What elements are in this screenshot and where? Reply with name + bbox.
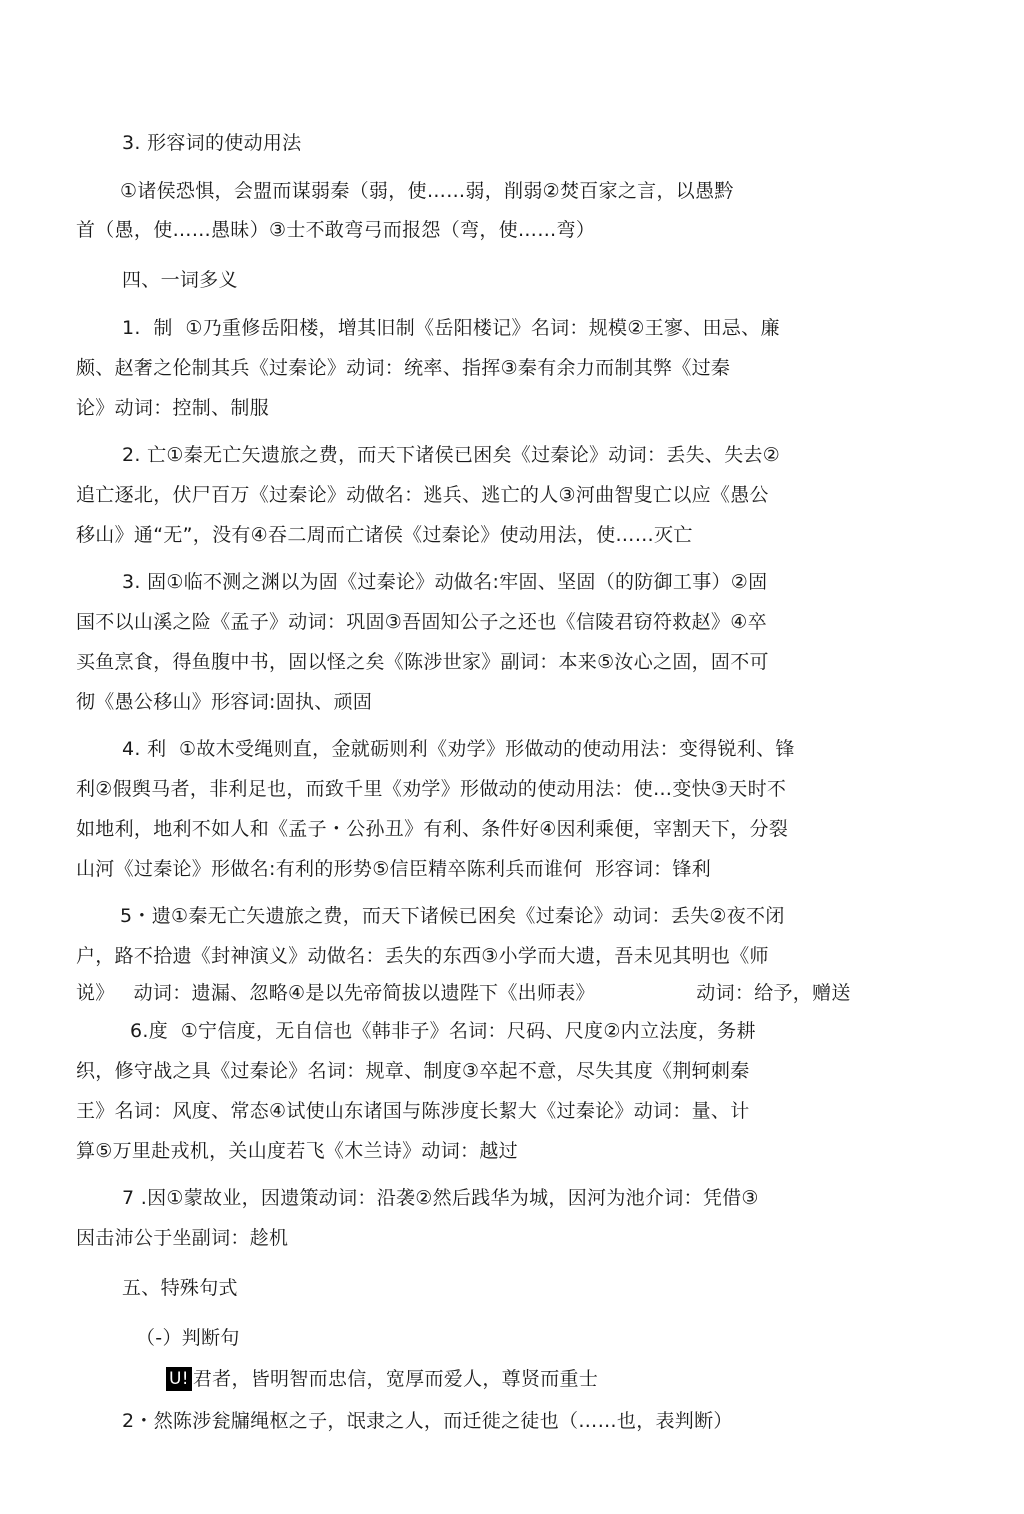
paragraph-line: 彻《愚公移山》形容词:固执、顽固 [76, 691, 373, 713]
paragraph-line: 颇、赵奢之伦制其兵《过秦论》动词：统率、指挥③秦有余力而制其弊《过秦 [76, 357, 731, 379]
paragraph-line: 移山》通“无”，没有④吞二周而亡诸侯《过秦论》使动用法，使……灭亡 [76, 524, 693, 546]
paragraph-line: 4. 利 ①故木受绳则直，金就砺则利《劝学》形做动的使动用法：变得锐利、锋 [122, 738, 795, 760]
paragraph-line: 3. 固①临不测之渊以为固《过秦论》动做名:牢固、坚固（的防御工事）②固 [122, 571, 768, 593]
paragraph-line: 山河《过秦论》形做名:有利的形势⑤信臣精卒陈利兵而谁何 形容词：锋利 [76, 858, 712, 880]
paragraph-line: 户，路不拾遗《封神演义》动做名：丢失的东西③小学而大遗，吾未见其明也《师 [76, 945, 769, 967]
paragraph-line: 织，修守战之具《过秦论》名词：规章、制度③卒起不意，尽失其度《荆轲刺秦 [76, 1060, 750, 1082]
paragraph-line: 7 .因①蒙故业，因遗策动词：沿袭②然后践华为城，因河为池介词：凭借③ [122, 1187, 759, 1209]
subheading-judgment-sentence: （-）判断句 [136, 1327, 240, 1349]
paragraph-line: 6.度 ①宁信度，无自信也《韩非子》名词：尺码、尺度②内立法度，务耕 [130, 1020, 756, 1042]
paragraph-line: 利②假舆马者，非利足也，而致千里《劝学》形做动的使动用法：使…变快③天时不 [76, 778, 787, 800]
paragraph-line: 1. 制 ①乃重修岳阳楼，增其旧制《岳阳楼记》名词：规模②王寥、田忌、廉 [122, 317, 780, 339]
paragraph-line: 算⑤万里赴戎机，关山度若飞《木兰诗》动词：越过 [76, 1140, 518, 1162]
paragraph-line: ①诸侯恐惧，会盟而谋弱秦（弱，使……弱，削弱②焚百家之言，以愚黔 [120, 180, 734, 202]
paragraph-line: 因击沛公于坐副词：趁机 [76, 1227, 289, 1249]
section-heading-special-sentences: 五、特殊句式 [122, 1277, 238, 1299]
paragraph-line: 2. 亡①秦无亡矢遗旅之费，而天下诸侯已困矣《过秦论》动词：丢失、失去② [122, 444, 781, 466]
example-text: 君者，皆明智而忠信，宽厚而爱人，尊贤而重士 [192, 1368, 599, 1390]
paragraph-line: 如地利，地利不如人和《孟子・公孙丑》有利、条件好④因利乘便，宰割天下，分裂 [76, 818, 789, 840]
paragraph-line: 说》 动词：遗漏、忽略④是以先帝简拔以遗陛下《出师表》 动词：给予，赠送 [76, 982, 851, 1004]
section-heading-polysemy: 四、一词多义 [122, 269, 238, 291]
list-marker-badge: U! [166, 1367, 192, 1391]
paragraph-line: 5・遗①秦无亡矢遗旅之费，而天下诸候已困矣《过秦论》动词：丢失②夜不闭 [120, 905, 785, 927]
example-line: 2・然陈涉瓮牖绳枢之子，氓隶之人，而迁徙之徒也（……也，表判断） [122, 1410, 733, 1432]
paragraph-line: 追亡逐北，伏尸百万《过秦论》动做名：逃兵、逃亡的人③河曲智叟亡以应《愚公 [76, 484, 769, 506]
paragraph-line: 首（愚，使……愚昧）③士不敢弯弓而报怨（弯，使……弯） [76, 219, 596, 241]
paragraph-line: 王》名词：风度、常态④试使山东诸国与陈涉度长絜大《过秦论》动词：量、计 [76, 1100, 750, 1122]
paragraph-line: 论》动词：控制、制服 [76, 397, 270, 419]
paragraph-line: 国不以山溪之险《孟子》动词：巩固③吾固知公子之还也《信陵君窃符救赵》④卒 [76, 611, 767, 633]
example-line [166, 1366, 598, 1392]
paragraph-line: 买鱼烹食，得鱼腹中书，固以怪之矣《陈涉世家》副词：本来⑤汝心之固，固不可 [76, 651, 769, 673]
heading-adjective-causative: 3. 形容词的使动用法 [122, 132, 302, 154]
